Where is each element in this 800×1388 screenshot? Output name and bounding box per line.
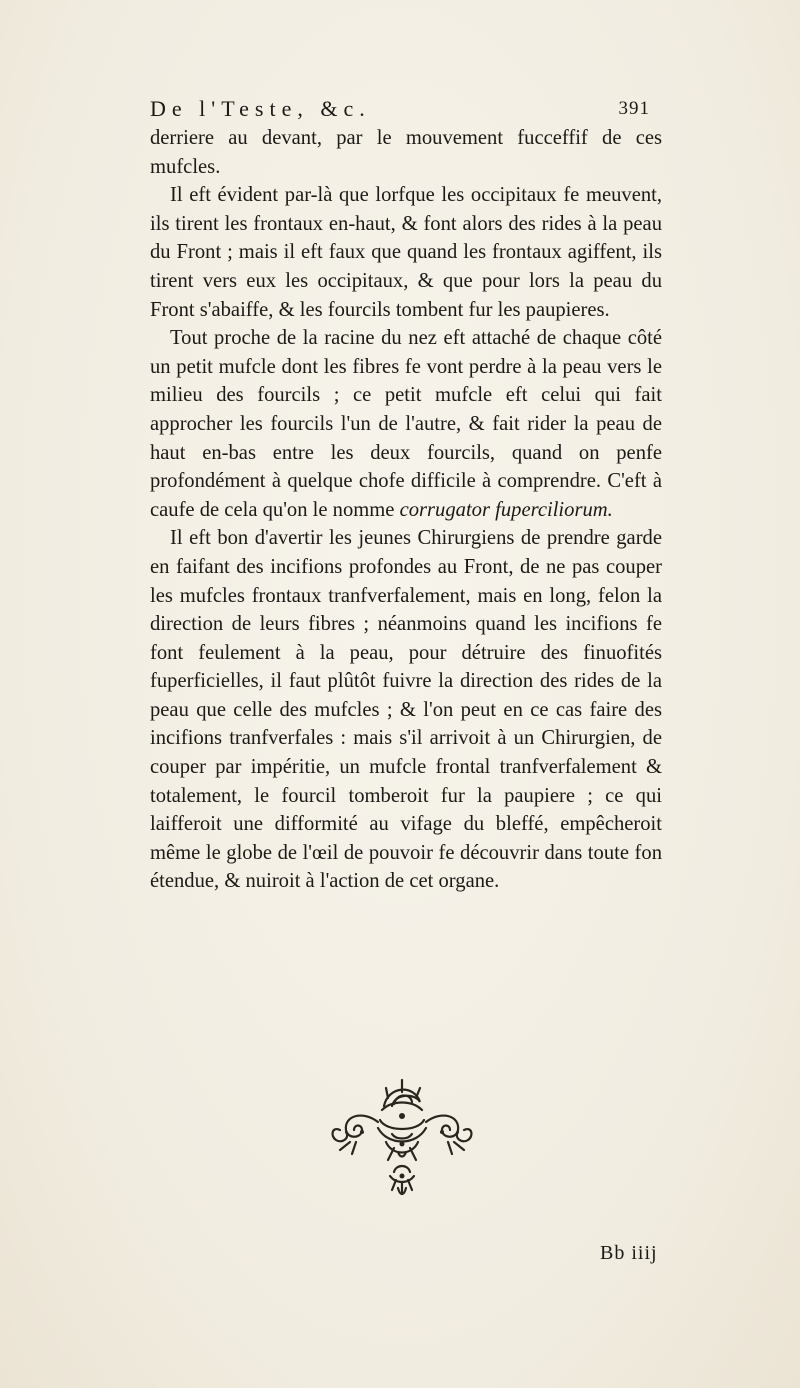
- running-head: [150, 96, 650, 126]
- running-head-title: De l'Teste, &c.: [150, 96, 371, 121]
- paragraph-corrugator-text: Tout proche de la racine du nez eft attaché de chaque côté un petit mufcle dont les fibres fe vont perdre à la peau vers le milieu des fourcils ; ce petit mufcle eft celui qui fait approcher les fourcils l'un de l'autre, & fait rider la peau de haut en-bas entre les deux fourcils, quand on penfe profondément à quelque chofe difficile à comprendre. C'eft à caufe de cela qu'on le nomme: [150, 327, 662, 521]
- page-number: 391: [618, 98, 650, 119]
- paragraph-continuation: derriere au devant, par le mouvement fucceffif de ces mufcles.: [150, 127, 662, 178]
- fleuron-ornament-icon: [322, 1076, 482, 1206]
- paragraph-chirurgiens: Il eft bon d'avertir les jeunes Chirurgiens de prendre garde en faifant des incifions profondes au Front, de ne pas couper les mufcles frontaux tranfverfalement, mais en long, felon la direction de leurs fibres ; néanmoins quand les incifions fe font feulement à la peau, pour détruire des finuofités fuperficielles, il faut plûtôt fuivre la direction des rides de la peau que celle des mufcles ; & l'on peut en ce cas faire des incifions tranfverfales : mais s'il arrivoit à un Chirurgien, de couper par impéritie, un mufcle frontal tranfverfalement & totalement, le fourcil tomberoit fur la paupiere ; ce qui laifferoit une difformité au vifage du bleffé, empêcheroit même le globe de l'œil de pouvoir fe découvrir dans toute fon étendue, & nuiroit à l'action de cet organe.: [150, 527, 662, 893]
- paragraph-corrugator: [150, 324, 662, 524]
- signature-mark: Bb iiij: [600, 1242, 658, 1264]
- paragraph-occipitaux: Il eft évident par-là que lorfque les occipitaux fe meuvent, ils tirent les frontaux en-haut, & font alors des rides à la peau du Front ; mais il eft faux que quand les frontaux agiffent, ils tirent vers eux les occipitaux, & que pour lors la peau du Front s'abaiffe, & les fourcils tombent fur les paupieres.: [150, 184, 662, 321]
- body-text: [150, 124, 662, 896]
- latin-term: corrugator fuperciliorum.: [399, 498, 613, 521]
